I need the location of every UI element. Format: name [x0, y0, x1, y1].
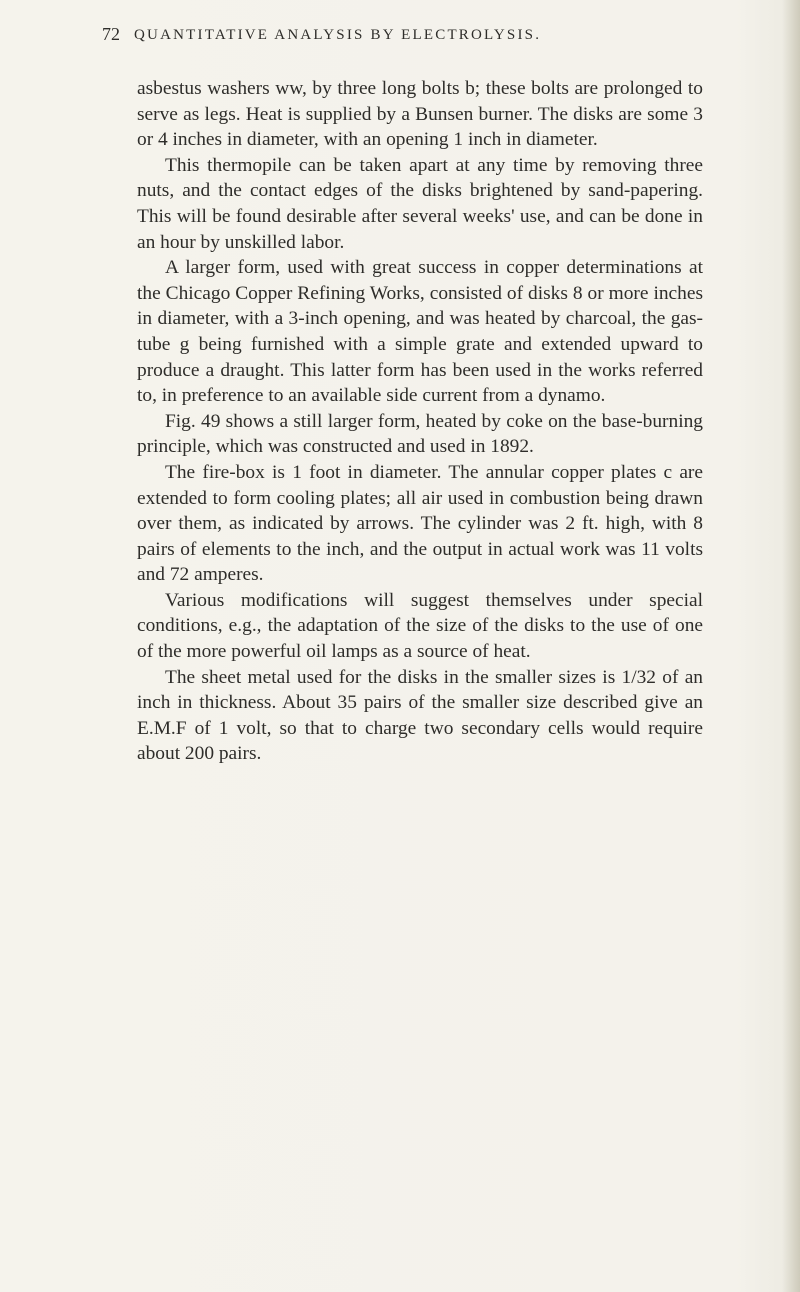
- page-header: [0, 0, 800, 60]
- paragraph-modifications: Various modifications will suggest themselves under special conditions, e.g., the adaptation of the size of the disks to the use of one of the more powerful oil lamps as a source of heat.: [137, 589, 703, 663]
- running-head: QUANTITATIVE ANALYSIS BY ELECTROLYSIS.: [134, 27, 542, 43]
- page-edge-shadow: [782, 0, 800, 1292]
- page-number: 72: [102, 24, 120, 44]
- paragraph-fire-box: The fire-box is 1 foot in diameter. The annular copper plates c are extended to form cooling plates; all air used in combustion being drawn over them, as indicated by arrows. The cylinder was 2 ft. high, with 8 pairs of elements to the inch, and the output in actual work was 11 volts and 72 amperes.: [137, 461, 703, 586]
- paragraph-thermopile-maintenance: This thermopile can be taken apart at any time by removing three nuts, and the contact edges of the disks brightened by sand-papering. This will be found desirable after several weeks' use, and can be done in an hour by unskilled labor.: [137, 154, 703, 253]
- paragraph-sheet-metal: The sheet metal used for the disks in the smaller sizes is 1/32 of an inch in thickness. About 35 pairs of the smaller size described give an E.M.F of 1 volt, so that to charge two secondary cells would require about 200 pairs.: [137, 666, 703, 765]
- paragraph-asbestus-washers: asbestus washers ww, by three long bolts b; these bolts are prolonged to serve as legs. Heat is supplied by a Bunsen burner. The disks are some 3 or 4 inches in diameter, with an opening 1 inch in diameter.: [137, 78, 703, 151]
- body-text: [137, 76, 703, 767]
- paragraph-fig-49: Fig. 49 shows a still larger form, heated by coke on the base-burning principle, which was constructed and used in 1892.: [137, 410, 703, 458]
- paragraph-larger-form: A larger form, used with great success in copper determinations at the Chicago Copper Refining Works, consisted of disks 8 or more inches in diameter, with a 3-inch opening, and was heated by charcoal, the gas-tube g being furnished with a simple grate and extended upward to produce a draught. This latter form has been used in the works referred to, in preference to an available side current from a dynamo.: [137, 257, 703, 407]
